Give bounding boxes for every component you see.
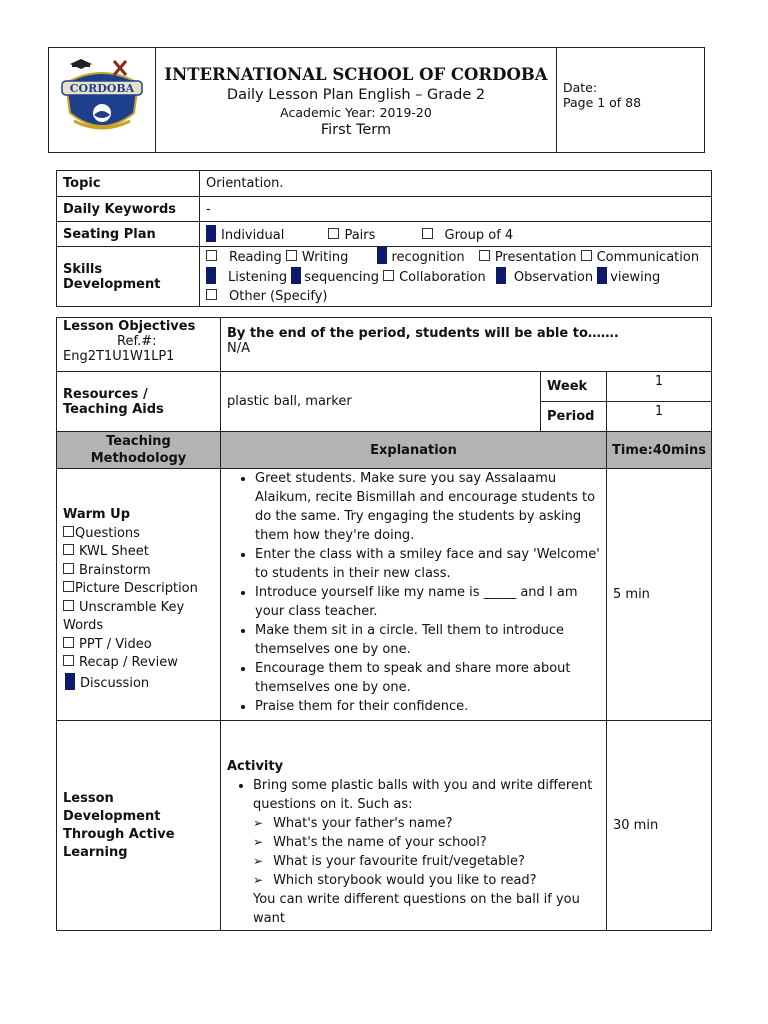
skill-collaboration[interactable]: Collaboration (383, 270, 486, 285)
info-table (56, 170, 712, 307)
development-title: Lesson Development Through Active Learning (57, 721, 221, 931)
activity-title: Activity (227, 759, 284, 774)
skill-observation[interactable]: Observation (496, 270, 593, 285)
skills-label: Skills Development (57, 247, 200, 307)
skill-listening[interactable]: Listening (206, 270, 287, 285)
warmup-questions[interactable]: Questions (63, 525, 214, 544)
keywords-label: Daily Keywords (57, 197, 200, 222)
checkbox-icon (383, 270, 394, 281)
list-item: • Make them sit in a circle. Tell them to introduce themselves one by one. (255, 621, 600, 659)
list-item: • Praise them for their confidence. (255, 697, 600, 716)
list-item: ➢ Which storybook would you like to read? (275, 871, 600, 890)
method-header: Teaching Methodology (57, 432, 221, 469)
skill-sequencing[interactable]: sequencing (291, 270, 379, 285)
warmup-list (227, 469, 600, 716)
checkbox-icon (63, 655, 74, 666)
development-explanation (221, 721, 607, 931)
activity-list (227, 776, 600, 814)
skill-reading[interactable]: Reading (206, 250, 282, 265)
seating-pairs[interactable]: Pairs (328, 228, 375, 243)
checkbox-icon (63, 563, 74, 574)
skill-other[interactable]: Other (Specify) (206, 289, 328, 304)
ref-value: Eng2T1U1W1LP1 (63, 349, 175, 364)
warmup-discussion[interactable]: Discussion (63, 673, 214, 694)
topic-label: Topic (57, 171, 200, 197)
time-header: Time:40mins (607, 432, 712, 469)
checkbox-icon (328, 228, 339, 239)
title-cell (156, 48, 557, 153)
lesson-table (56, 317, 712, 931)
checkbox-icon (63, 600, 74, 611)
checkbox-icon (581, 250, 592, 261)
seating-group[interactable]: Group of 4 (422, 228, 514, 243)
keywords-value: - (200, 197, 712, 222)
period-value: 1 (607, 402, 712, 432)
period-label: Period (541, 402, 607, 432)
skill-recognition[interactable]: recognition (377, 250, 465, 265)
explanation-header: Explanation (221, 432, 607, 469)
list-item: ➢ What's your father's name? (275, 814, 600, 833)
seating-options (200, 222, 712, 247)
warmup-recap[interactable]: Recap / Review (63, 654, 214, 673)
list-item: ➢ What is your favourite fruit/vegetable? (275, 852, 600, 871)
warmup-unscramble[interactable]: Unscramble Key Words (63, 599, 185, 633)
checked-box-icon (597, 267, 607, 284)
header-table (48, 47, 705, 153)
warmup-ppt[interactable]: PPT / Video (63, 636, 214, 655)
checked-box-icon (206, 225, 216, 242)
objectives-label: Lesson Objectives (63, 319, 196, 334)
checked-box-icon (65, 673, 75, 690)
list-item: • Greet students. Make sure you say Assalaamu Alaikum, recite Bismillah and encourage students to do the same. Try engaging the students by asking them how they're doing. (255, 469, 600, 545)
warmup-title: Warm Up (63, 507, 130, 522)
list-item: • Enter the class with a smiley face and say 'Welcome' to students in their new class. (255, 545, 600, 583)
page-number: Page 1 of 88 (563, 95, 642, 110)
checked-box-icon (206, 267, 216, 284)
week-value: 1 (607, 372, 712, 402)
checked-box-icon (377, 247, 387, 264)
week-label: Week (541, 372, 607, 402)
warmup-kwl[interactable]: KWL Sheet (63, 543, 214, 562)
development-time: 30 min (607, 721, 712, 931)
ref-label: Ref.#: (117, 334, 157, 349)
warmup-explanation (221, 469, 607, 721)
skill-communication[interactable]: Communication (581, 250, 699, 265)
warmup-picture[interactable]: Picture Description (63, 580, 214, 599)
list-item: ➢ What's the name of your school? (275, 833, 600, 852)
checked-box-icon (291, 267, 301, 284)
activity-note: You can write different questions on the ball if you want (253, 892, 580, 926)
objective-content (221, 318, 712, 372)
objective-heading: By the end of the period, students will be able to……. (227, 326, 619, 341)
warmup-cell (57, 469, 221, 721)
checkbox-icon (206, 250, 217, 261)
skill-writing[interactable]: Writing (286, 250, 348, 265)
list-item: • Bring some plastic balls with you and write different questions on it. Such as: (253, 776, 600, 814)
school-name: INTERNATIONAL SCHOOL OF CORDOBA (164, 64, 548, 84)
warmup-time: 5 min (607, 469, 712, 721)
objective-value: N/A (227, 341, 250, 356)
svg-text:CORDOBA: CORDOBA (69, 82, 135, 95)
seating-individual[interactable]: Individual (206, 228, 284, 243)
topic-value: Orientation. (200, 171, 712, 197)
resources-label: Resources / Teaching Aids (57, 372, 221, 432)
checkbox-icon (286, 250, 297, 261)
plan-title: Daily Lesson Plan English – Grade 2 (226, 86, 486, 103)
logo-cell (49, 48, 156, 153)
checkbox-icon (206, 289, 217, 300)
checked-box-icon (496, 267, 506, 284)
seating-label: Seating Plan (57, 222, 200, 247)
school-logo (56, 55, 148, 141)
checkbox-icon (63, 581, 74, 592)
checkbox-icon (479, 250, 490, 261)
term: First Term (320, 121, 392, 138)
skill-viewing[interactable]: viewing (597, 270, 660, 285)
academic-year: Academic Year: 2019-20 (280, 104, 432, 120)
question-list (227, 814, 600, 890)
objectives-cell (57, 318, 221, 372)
checkbox-icon (63, 526, 74, 537)
skills-options (200, 247, 712, 307)
checkbox-icon (422, 228, 433, 239)
checkbox-icon (63, 544, 74, 555)
date-cell (557, 48, 705, 153)
skill-presentation[interactable]: Presentation (479, 250, 577, 265)
resources-value: plastic ball, marker (221, 372, 541, 432)
list-item: • Encourage them to speak and share more about themselves one by one. (255, 659, 600, 697)
list-item: • Introduce yourself like my name is _____ and I am your class teacher. (255, 583, 600, 621)
checkbox-icon (63, 637, 74, 648)
date-label: Date: (563, 80, 598, 95)
warmup-brainstorm[interactable]: Brainstorm (63, 562, 214, 581)
